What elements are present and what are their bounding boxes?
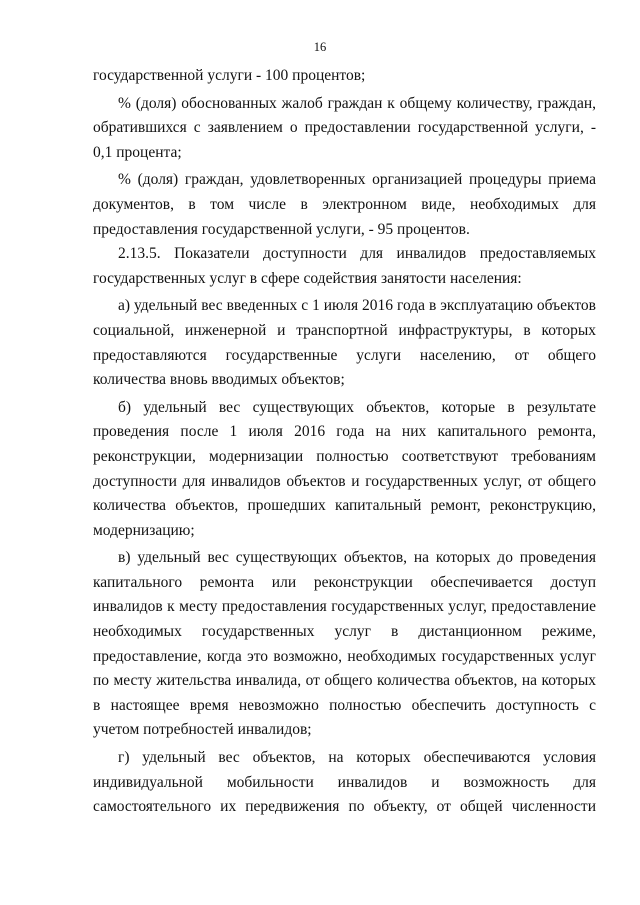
paragraph-item-b: б) удельный вес существующих объектов, которые в результате проведения после 1 июля 2016 года на них капитального ремонта, реконструкции, модернизации полностью соответствуют требованиям доступности для инвалидов объектов и государственных услуг, от общего количества объектов, прошедших капитальный ремонт, реконструкцию, модернизацию; bbox=[93, 398, 596, 539]
paragraph-satisfied-share: % (доля) граждан, удовлетворенных организацией процедуры приема документов, в том числе в электронном виде, необходимых для предоставления государственной услуги, - 95 процентов. bbox=[93, 171, 596, 238]
paragraph-section-2-13-5: 2.13.5. Показатели доступности для инвалидов предоставляемых государственных услуг в сфере содействия занятости населения: bbox=[93, 245, 596, 287]
paragraph-complaints-share: % (доля) обоснованных жалоб граждан к общему количеству, граждан, обратившихся с заявлением о предоставлении государственной услуги, - 0,1 процента; bbox=[93, 94, 596, 161]
document-body bbox=[93, 64, 596, 820]
paragraph-continuation: государственной услуги - 100 процентов; bbox=[93, 67, 366, 84]
page-number: 16 bbox=[313, 40, 327, 54]
paragraph-item-a: а) удельный вес введенных с 1 июля 2016 года в эксплуатацию объектов социальной, инженерной и транспортной инфраструктуры, в которых предоставляются государственные услуги населению, от общего количества вновь вводимых объектов; bbox=[93, 297, 596, 389]
paragraph-item-v: в) удельный вес существующих объектов, на которых до проведения капитального ремонта или реконструкции обеспечивается доступ инвалидов к месту предоставления государственных услуг, предоставление необходимых государственных услуг в дистанционном режиме, предоставление, когда это возможно, необходимых государственных услуг по месту жительства инвалида, от общего количества объектов, на которых в настоящее время невозможно полностью обеспечить доступность с учетом потребностей инвалидов; bbox=[93, 549, 596, 739]
paragraph-item-g: г) удельный вес объектов, на которых обеспечиваются условия индивидуальной мобильности инвалидов и возможность для самостоятельного их передвижения по объекту, от общей численности bbox=[93, 749, 596, 816]
